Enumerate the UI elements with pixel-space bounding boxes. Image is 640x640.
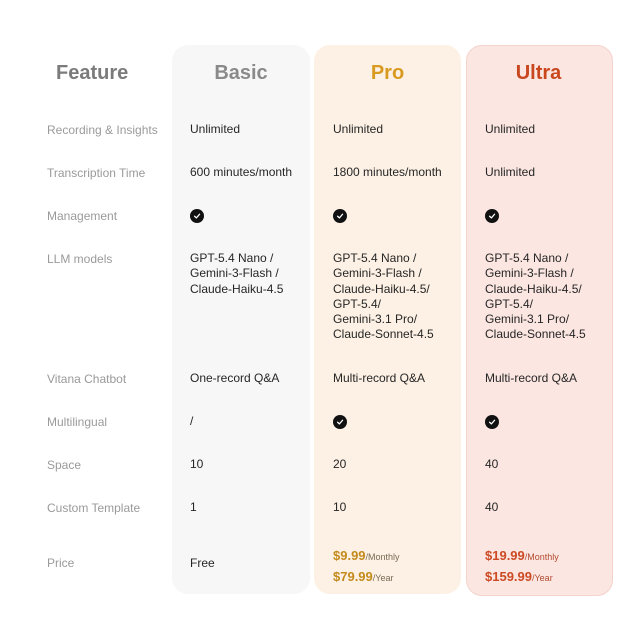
pro-plan-header: Pro	[370, 62, 405, 84]
model-name: GPT-5.4 Nano /	[485, 251, 569, 265]
model-name: Claude-Haiku-4.5	[190, 281, 284, 296]
model-name: Gemini-3-Flash /	[333, 266, 422, 281]
pro-yearly-price	[333, 567, 400, 588]
model-name: Claude-Sonnet-4.5	[485, 327, 586, 342]
ultra-monthly-unit: /Monthly	[524, 552, 559, 562]
model-name: Gemini-3.1 Pro/	[333, 312, 418, 327]
ultra-cell: 40	[485, 500, 499, 514]
ultra-cell	[485, 415, 499, 430]
check-circle-icon	[190, 209, 204, 223]
basic-cell	[190, 209, 204, 224]
ultra-cell: Unlimited	[485, 165, 536, 179]
ultra-cell: Unlimited	[485, 122, 536, 136]
ultra-yearly-amount: $159.99	[485, 569, 532, 584]
feature-label: Custom Template	[47, 501, 141, 515]
feature-label: LLM models	[47, 252, 113, 266]
basic-plan-header: Basic	[214, 62, 268, 84]
pro-monthly-unit: /Monthly	[365, 552, 400, 562]
pro-monthly-amount: $9.99	[333, 548, 366, 563]
model-name: Gemini-3-Flash /	[190, 266, 279, 281]
feature-label: Multilingual	[47, 415, 108, 429]
basic-price: Free	[190, 556, 215, 570]
model-name: Claude-Haiku-4.5/	[485, 281, 582, 296]
basic-cell: /	[190, 414, 194, 428]
basic-cell: 1	[190, 500, 197, 514]
model-name: GPT-5.4 Nano /	[190, 251, 274, 265]
pro-yearly-unit: /Year	[372, 573, 394, 583]
check-circle-icon	[485, 209, 499, 223]
basic-cell: Unlimited	[190, 122, 241, 136]
price-label: Price	[47, 556, 75, 570]
basic-cell: 10	[190, 457, 204, 471]
model-name: Claude-Sonnet-4.5	[333, 327, 434, 342]
feature-label: Recording & Insights	[47, 123, 158, 137]
ultra-cell	[485, 251, 586, 343]
ultra-cell	[485, 209, 499, 224]
model-name: Gemini-3.1 Pro/	[485, 312, 570, 327]
ultra-yearly-unit: /Year	[532, 573, 553, 583]
pro-cell: 10	[333, 500, 347, 514]
pro-cell: 20	[333, 457, 347, 471]
pro-cell	[333, 415, 347, 430]
feature-label: Space	[47, 458, 82, 472]
feature-label: Vitana Chatbot	[47, 372, 127, 386]
pro-monthly-price	[333, 546, 400, 567]
pro-cell: 1800 minutes/month	[333, 165, 442, 179]
model-name: GPT-5.4/	[485, 296, 534, 311]
check-circle-icon	[333, 209, 347, 223]
feature-label: Management	[47, 209, 118, 223]
pro-cell: Multi-record Q&A	[333, 371, 426, 385]
model-name: GPT-5.4 Nano /	[333, 251, 417, 265]
model-name: Gemini-3-Flash /	[485, 266, 574, 281]
check-circle-icon	[333, 415, 347, 429]
pro-cell: Unlimited	[333, 122, 384, 136]
feature-label: Transcription Time	[47, 166, 146, 180]
model-name: Claude-Haiku-4.5/	[333, 281, 430, 296]
check-circle-icon	[485, 415, 499, 429]
ultra-cell: Multi-record Q&A	[485, 371, 578, 385]
model-name: GPT-5.4/	[333, 296, 382, 311]
ultra-monthly-price	[485, 546, 559, 567]
ultra-monthly-amount: $19.99	[485, 548, 525, 563]
feature-header: Feature	[56, 62, 129, 84]
pro-price	[333, 546, 400, 588]
ultra-cell: 40	[485, 457, 499, 471]
pro-cell	[333, 251, 434, 343]
basic-cell: 600 minutes/month	[190, 165, 293, 179]
pro-cell	[333, 209, 347, 224]
ultra-plan-header: Ultra	[515, 62, 562, 84]
basic-cell: One-record Q&A	[190, 371, 280, 385]
ultra-price	[485, 546, 559, 588]
basic-cell	[190, 251, 283, 297]
ultra-yearly-price	[485, 567, 559, 588]
pro-yearly-amount: $79.99	[333, 569, 373, 584]
